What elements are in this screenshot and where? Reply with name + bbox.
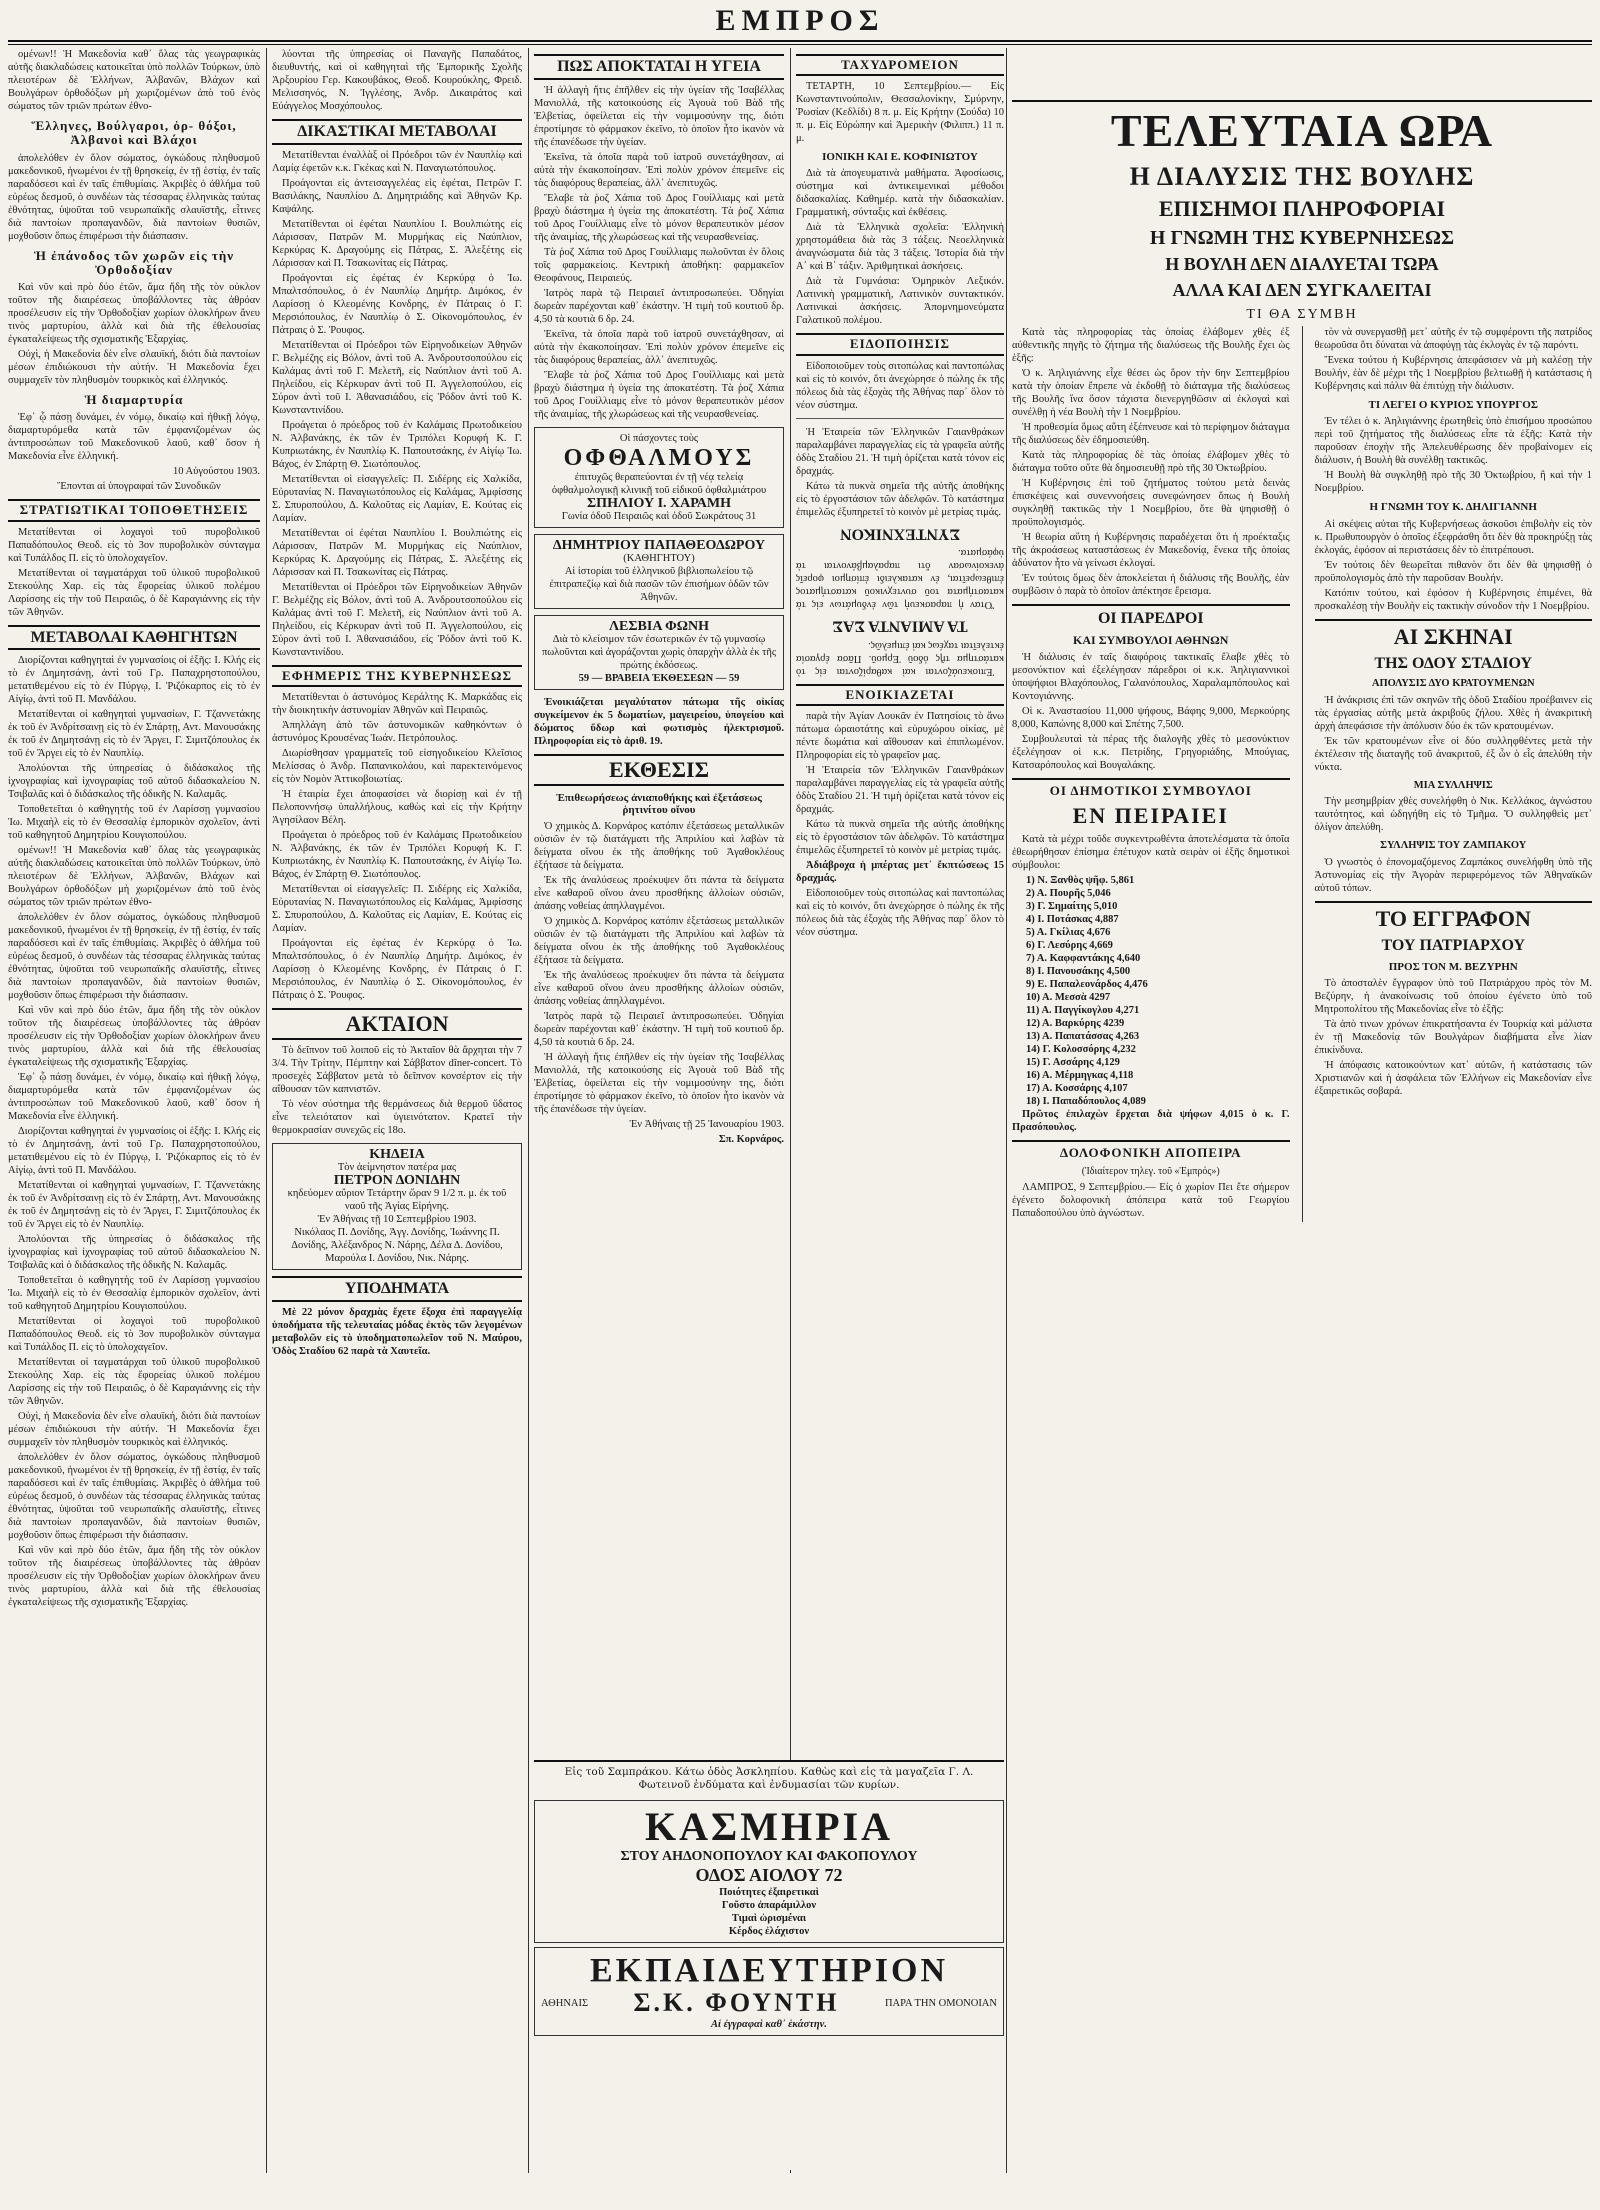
ad-address: Γωνία ὁδοῦ Πειραιῶς καὶ ὁδοῦ Σωκράτους 31 <box>561 510 757 522</box>
section-heading: ΤΟ ΕΓΓΡΑΦΟΝ <box>1315 901 1593 931</box>
ad-row <box>541 1989 997 2018</box>
section-heading: ΕΝΟΙΚΙΑΖΕΤΑΙ <box>796 684 1004 706</box>
article-text: Προάγονται εἰς ἐφέτας ἐν Κερκύρᾳ ὁ Ἰω. Μπαλτσόπουλος, ὁ ἐν Ναυπλίῳ Δημήτρ. Διμόκος, ἐν Λαρίσσῃ ὁ Κλεομένης Κονδρης, ἐν Πάτραις ὁ Γ. Μερσιόπουλος, ἐν Ναυπλίῳ ὁ Σ. Οἰκονομόπουλος, ἐν Πάτραις ὁ Σ. Ῥουφος. <box>272 937 522 1001</box>
result-row: 11) Α. Παγγίκογλου 4,271 <box>1026 1004 1140 1016</box>
main-headline: ΤΕΛΕΥΤΑΙΑ ΩΡΑ <box>1110 105 1494 156</box>
ad-right: ΠΑΡΑ ΤΗΝ ΟΜΟΝΟΙΑΝ <box>884 1998 997 2010</box>
article-text: ἀπολελόθεν ἐν ὅλον σώματος, ὀγκώδους πληθυσμοῦ μακεδονικοῦ, ἡνωμένοι ἐν τῇ θρησκείᾳ, ἐν τῇ ἑστίᾳ, ἐν ταῖς παραδόσεσι καὶ ἐν ταῖς ἐπιθυμίαις. Ἀκριβὲς ὁ ἀθλήμα τοῦ εὐρέως δεσμοῦ, ὁ συνδέων τὰς τέσσαρας ἑλληνικὰς ταύτας ἐθνότητας, ὑψοῦται τοῦ νευρωπαϊκῆς σλαυϊστῆς, εἶτινες διὰ παντοίων προπαγανδῶν, διὰ παντοίων θυσιῶν, μοχθοῦσιν ὅπως ἐπιφέρωσι τὴν διάσπασιν. <box>8 1452 260 1542</box>
article-text: Μετατίθενται οἱ λοχαγοὶ τοῦ πυροβολικοῦ Παπαδόπουλος Θεοδ. εἰς τὸ 3ον πυροβολικὸν σύνταγμα καὶ Τυπάλδος Π. εἰς τὸ ὑπολοχαγεῖον. <box>8 526 260 564</box>
article-text: ἀπολελόθεν ἐν ὅλον σώματος, ὀγκώδους πληθυσμοῦ μακεδονικοῦ, ἡνωμένοι ἐν τῇ θρησκείᾳ, ἐν τῇ ἑστίᾳ, ἐν ταῖς παραδόσεσι καὶ ἐν ταῖς ἐπιθυμίαις. Ἀκριβὲς ὁ ἀθλήμα τοῦ εὐρέως δεσμοῦ, ὁ συνδέων τὰς τέσσαρας ἑλληνικὰς ταύτας ἐθνότητας, ὑψοῦται τοῦ νευρωπαϊκῆς σλαυϊστῆς, εἶτινες διὰ παντοίων προπαγανδῶν, διὰ παντοίων θυσιῶν, μοχθοῦσιν ὅπως ἐπιφέρωσι τὴν διάσπασιν. <box>8 912 260 1002</box>
column-divider <box>1302 326 1303 1222</box>
signature-date: Ἐν Ἀθήναις τῇ 25 Ἰανουαρίου 1903. <box>629 1119 784 1131</box>
section-heading: ΕΙΔΟΠΟΙΗΣΙΣ <box>796 333 1004 355</box>
ad-subtitle: (ΚΑΘΗΓΗΤΟΥ) <box>623 552 695 564</box>
section-subheading: ΚΑΙ ΣΥΜΒΟΥΛΟΙ ΑΘΗΝΩΝ <box>1073 632 1229 647</box>
section-subheading: ΕΝ ΠΕΙΡΑΙΕΙ <box>1072 803 1229 829</box>
article-text: Ἕνεκα τούτου ἡ Κυβέρνησις ἀπεφάσισεν νὰ μὴ καλέσῃ τὴν Βουλήν, ἐὰν δὲ μέχρι τῆς 1 Νοεμβρίου βελτιωθῇ ἡ κατάστασις ἡ Κυβέρνησις καὶ πάλιν θὰ ἐπιτύχῃ τὴν διάλυσιν. <box>1314 355 1592 393</box>
article-text: Τὸ ἀποσταλὲν ἔγγραφον ὑπὸ τοῦ Πατριάρχου πρὸς τὸν Μ. Βεζύρην, ἡ ἀνακοίνωσις τοῦ ὁποίου ἐγένετο ὑπὸ τοῦ Μητροπολίτου τῆς Μακεδονίας εἶνε τὸ ἑξῆς: <box>1314 977 1592 1015</box>
section-heading: ΣΥΝΤΕΧΝΙΚΟΝ <box>840 525 961 543</box>
article-text: Μετατίθενται ὁ ἀστυνόμος Κεράλτης Κ. Μαρκάδας εἰς τὴν διοικητικὴν ἀστυνομίαν Ἀθηνῶν καὶ Πειραιῶς. <box>272 691 522 716</box>
article-text: Ἐν τούτοις δὲν θεωρεῖται πιθανὸν ὅτι δὲν θὰ ψηφισθῇ ὁ προϋπολογισμὸς ἀπὸ τὴν παροῦσαν Βουλήν. <box>1314 559 1592 584</box>
subcolumn-right <box>1315 326 1593 1222</box>
bottom-ads <box>534 1760 1004 2170</box>
result-row: 15) Γ. Ασσάρης 4,129 <box>1026 1056 1120 1068</box>
article-text: Ἡ ἀνάκρισις ἐπὶ τῶν σκηνῶν τῆς ὁδοῦ Σταδίου προέβαινεν εἰς τὰς ἐργασίας αὐτῆς μετὰ ἀκριβοῦς ζήλου. Χθὲς ἡ ἀνακριτικὴ ἀρχὴ ἀπεφάσισε τὴν ἀπόλυσιν δύο ἐκ τῶν κρατουμένων. <box>1314 694 1592 732</box>
article-text: Διὰ τὰ Ἑλληνικὰ σχολεῖα: Ἑλληνικὴ χρηστομάθεια διὰ τὰς 3 τάξεις. Νεοελληνικὰ ἀναγνώσματα διὰ τὰς 3 τάξεις. Ἱστορία διὰ τὴν Α΄ καὶ Β΄ τάξιν. Ἀριθμητικαὶ ἀσκήσεις. <box>796 222 1004 273</box>
result-row: 14) Γ. Κολοσσόρης 4,232 <box>1026 1043 1136 1055</box>
article-text: Οἱ κ. Ἀναστασίου 11,000 ψήφους, Βάφης 9,000, Μερκούρης 8,000, Καπώνης 8,000 καὶ Σπέτης 7,500. <box>1012 706 1290 731</box>
section-subheading: ΤΟΥ ΠΑΤΡΙΑΡΧΟΥ <box>1381 937 1526 955</box>
result-row: 13) Α. Παπατάσσας 4,263 <box>1026 1030 1140 1042</box>
section-heading: ΣΥΛΛΗΨΙΣ ΤΟΥ ΖΑΜΠΑΚΟΥ <box>1380 840 1527 852</box>
headline-7: ΤΙ ΘΑ ΣΥΜΒΗ <box>1246 306 1358 322</box>
eye-clinic-ad <box>534 427 784 528</box>
article-text: Μετατίθενται οἱ ταγματάρχαι τοῦ ὑλικοῦ πυροβολικοῦ Στεκούλης Χαρ. εἰς τὰς ἔφορείας ὑλικοῦ πολέμου Λαρίσσης εἰς τὴν τοῦ Πειραιῶς, ὁ δὲ Καραγιάννης εἰς τὴν τῶν Ἀθηνῶν. <box>8 567 260 618</box>
ad-doctor: ΣΠΗΛΙΟΥ Ι. ΧΑΡΑΜΗ <box>587 495 731 511</box>
article-text: Ἐν τούτοις ὅμως δὲν ἀποκλείεται ἡ διάλυσις τῆς Βουλῆς, ἐὰν συμβῶσιν ὁ παρὰ τὸ ὁποῖον ἀπέκτησε ἔρεισμα. <box>1012 573 1290 598</box>
article-text: Τὸ νέον σύστημα τῆς θερμάνσεως διὰ θερμοῦ ὕδατος εἶνε τελειότατον καὶ ὑγιεινότατον. Κρατεῖ τὴν θερμοκρασίαν συνεχῶς εἰς 18ο. <box>272 1099 522 1137</box>
masthead-title: ΕΜΠΡΟΣ <box>715 4 885 37</box>
article-text: Ἐκ τῆς ἀναλύσεως προέκυψεν ὅτι πάντα τὰ δείγματα εἶνε καθαροῦ οἴνου ἀνευ προσθήκης ἀλλοίων οὐσιῶν, ἁπάσης νοθείας ἀπηλλαγμένοι. <box>534 875 784 913</box>
article-text: Ἐπισκευάζονται καὶ καθαρίζονται εἰς τὸ κατάστημα τῆς ὁδοῦ Ἑρμοῦ. Πᾶσα ἐργασία ἐκτελεῖται ταχέως καὶ ἐπιμελῶς. <box>796 639 1004 677</box>
article-text: Τοποθετεῖται ὁ καθηγητὴς τοῦ ἐν Λαρίσσῃ γυμνασίου Ἰω. Μιχαὴλ εἰς τὸ ἐν Θεσσαλίᾳ ἐμπορικὸν σχολεῖον, ἀντὶ τοῦ καθηγητοῦ Δημητρίου Κουγιοπούλου. <box>8 804 260 842</box>
article-text: Ἡ Ἑταιρεία τῶν Ἑλληνικῶν Γαιανθράκων παραλαμβάνει παραγγελίας εἰς τὰ γραφεῖα αὐτῆς ὁδὸς Σταδίου 21. Ἡ τιμὴ ὁρίζεται κατὰ τόνον εἰς δραχμάς. <box>796 426 1004 477</box>
headline-4: Η ΓΝΩΜΗ ΤΗΣ ΚΥΒΕΡΝΗΣΕΩΣ <box>1149 227 1455 250</box>
funeral-name: ΠΕΤΡΟΝ ΔΟΝΙΔΗΝ <box>333 1173 461 1189</box>
article-text: Διὰ τὰ Γυμνάσια: Ὁμηρικὸν Λεξικόν. Λατινικὴ γραμματικὴ, Λατινικὸν συντακτικόν. Λατινικαὶ ἀσκήσεις. Ἀπομνημονεύματα Γαλατικοῦ πολέμου. <box>796 276 1004 327</box>
article-text: Μετατίθενται οἱ εἰσαγγελεῖς: Π. Σιδέρης εἰς Χαλκίδα, Εὐρυτανίας Ν. Παναγιωτόπουλος εἰς Καλάμας, Ἀμφίσσης Σ. Σπυροπούλου, Δ. Καλοῦτας εἰς Λαμίαν, Ε. Κούτας εἰς Λαμίαν. <box>272 473 522 524</box>
article-text: Οὐχὶ, ἡ Μακεδονία δὲν εἶνε σλαυϊκή, διότι διὰ παντοίων μέσων ἐπιδιώκουσι τὴν αὐτήν. Ἡ Μακεδονία ἔχει συμμαχεῖν τὸν πληθυσμὸν τουρκικὸς καὶ ἑλληνικός. <box>8 349 260 387</box>
ad-mid: Σ.Κ. ΦΟΥΝΤΗ <box>633 1988 840 2018</box>
divider <box>796 418 1004 420</box>
funeral-signers: Νικόλαος Π. Δονίδης, Ἀγγ. Δονίδης, Ἰωάννης Π. Δονίδης, Ἀλέξανδρος Ν. Νάρης, Δέλα Δ. Δονίδου, Μαρούλα Ι. Δονίδου, Νικ. Νάρης. <box>291 1227 503 1265</box>
subcolumn-left <box>1012 326 1290 1222</box>
article-text: Ἡ Ἑταιρεία τῶν Ἑλληνικῶν Γαιανθράκων παραλαμβάνει παραγγελίας εἰς τὰ γραφεῖα αὐτῆς ὁδὸς Σταδίου 21. Ἡ τιμὴ ὁρίζεται κατὰ τόνον εἰς δραχμάς. <box>796 765 1004 816</box>
article-text: Ἡ Βουλὴ θὰ συγκληθῇ πρὸ τῆς 30 Ὀκτωβρίου, ἢ καὶ τὴν 1 Νοεμβρίου. <box>1314 470 1592 495</box>
result-row: 12) Α. Βαρκύρης 4239 <box>1026 1017 1125 1029</box>
ad-title: ΛΕΣΒΙΑ ΦΩΝΗ <box>609 618 709 634</box>
article-text: Προάγονται εἰς ἀντεισαγγελέας εἰς ἐφέται, Πετρῶν Γ. Βασιλάκης, Ναυπλίου Δ. Δημητριάδης καὶ Ἀθηνῶν Κρ. Καψάλης. <box>272 177 522 215</box>
section-heading: ΟΙ ΠΑΡΕΔΡΟΙ <box>1012 604 1290 628</box>
column-divider <box>1006 48 1007 2173</box>
section-subheading: ΑΠΟΛΥΣΙΣ ΔΥΟ ΚΡΑΤΟΥΜΕΝΩΝ <box>1371 678 1535 690</box>
page-header <box>0 0 1600 44</box>
book-ad <box>534 534 784 609</box>
sampraku-notice <box>534 1760 1004 1796</box>
ad-lead: Οἱ πάσχοντες τοὺς <box>619 432 699 444</box>
section-heading: ΠΩΣ ΑΠΟΚΤΑΤΑΙ Η ΥΓΕΙΑ <box>534 54 784 80</box>
article-text: Ὁ χημικὸς Δ. Κορνάρος κατόπιν ἐξετάσεως μεταλλικῶν οὐσιῶν ἐν τῷ διατάγματι τῆς Ἀπριλίου καὶ λαβὼν τὰ δείγματα οἴνου ἐκ τῆς ἀποθήκης τοῦ Ἀγαθοκλέους ἐξήτασε τὰ δείγματα. <box>534 916 784 967</box>
ad-title: ΕΚΠΑΙΔΕΥΤΗΡΙΟΝ <box>589 1952 949 1989</box>
ad-sub: Αἱ ἐγγραφαὶ καθ᾿ ἑκάστην. <box>711 2018 827 2030</box>
signature-name: Σπ. Κορνάρος. <box>718 1134 784 1146</box>
ad-left: ΑΘΗΝΑΙΣ <box>541 1998 589 2010</box>
section-heading: ΜΙΑ ΣΥΛΛΗΨΙΣ <box>1413 779 1493 791</box>
article-text: Μετατίθενται οἱ Πρόεδροι τῶν Εἰρηνοδικείων Ἀθηνῶν Γ. Βελμέζης εἰς Βόλον, ἀντὶ τοῦ Α. Ἀνδρουτσοπούλου εἰς Καλάμας ἀντὶ τοῦ Γ. Μελετῆ, εἰς Ναύπλιον ἀντὶ τοῦ Α. Πηλείδου, εἰς Κέρκυραν ἀντὶ τοῦ Π. Ἀγγελοπούλου, εἰς Σύρον ἀντὶ τοῦ Ι. Ἀθανασιάδου, εἰς Ῥόδον ἀντὶ τοῦ Κ. Κωνσταντινίδου. <box>272 581 522 658</box>
result-row: 8) Ι. Πανουσάκης 4,500 <box>1026 965 1131 977</box>
funeral-heading: ΚΗΔΕΙΑ <box>369 1147 425 1163</box>
article-text: Προάγεται ὁ πρόεδρος τοῦ ἐν Καλάμαις Πρωτοδικείου Ν. Ἀλβανάκης, ἐκ τῶν ἐν Τριπόλει Κορυφή Κ. Γ. Κυπριωτάκης, ἐν Ναυπλίῳ Κ. Παπουτσάκης, ἐν Αἰγίῳ Ἰω. Βάχος, ἐν Σπάρτῃ Θ. Σιωτόπουλος. <box>272 419 522 470</box>
article-text: Καὶ νῦν καὶ πρὸ δύο ἐτῶν, ἅμα ἤδη τῆς τὸν οὐκλον τοῦτον τῆς διαιρέσεως ὑποβάλλοντες τὰς ἀθρόαν προσέλευσιν εἰς τὴν Ὀρθοδοξίαν χωρίων ὁλοκλήρων ἄνευ τινὸς μαρτυρίου, ἀλλὰ καὶ διὰ τῆς ἐθελουσίας ἐγκαταλείψεως τῆς σχισματικῆς Ἐξαρχίας. <box>8 1005 260 1069</box>
article-text: Ὁ κ. Ἀηλιγιάννης εἶχε θέσει ὡς ὅρον τὴν 6ην Σεπτεμβρίου κατὰ τὴν ὁποίαν ἔπρεπε νὰ ἐκδοθῇ τὸ διάταγμα τῆς διαλύσεως τῆς Βουλῆς ἵνα ὅσον τάχιστα διενεργηθῶσιν αἱ ἐκλογαὶ καὶ συνέλθῃ ἡ νέα Βουλὴ τὴν 1 Νοεμβρίου. <box>1012 368 1290 419</box>
section-subheading: ΤΗΣ ΟΔΟΥ ΣΤΑΔΙΟΥ <box>1374 654 1533 672</box>
article-text: ομένων!! Ἡ Μακεδονία καθ᾿ ὅλας τὰς γεωγραφικὰς αὐτῆς διακλαδώσεις κατοικεῖται ὑπὸ πολλῶν Τούρκων, ὑπὸ πλειοτέρων δὲ Ἑλλήνων, Ἀλβανῶν, Βλάχων καὶ Βουλγάρων ὀρθοδόξων μὴ χωριζομένων ἀπὸ τοῦ ἑνὸς σώματος τῶν τριῶν πρώτων ἐθνο- <box>8 49 260 112</box>
article-text: ομένων!! Ἡ Μακεδονία καθ᾿ ὅλας τὰς γεωγραφικὰς αὐτῆς διακλαδώσεις κατοικεῖται ὑπὸ πολλῶν Τούρκων, ὑπὸ πλειοτέρων δὲ Ἑλλήνων, Ἀλβανῶν, Βλάχων καὶ Βουλγάρων ὀρθοδόξων μὴ χωριζομένων ἀπὸ τοῦ ἑνὸς σώματος τῶν τριῶν πρώτων ἐθνο- <box>8 845 260 909</box>
article-text: Τοποθετεῖται ὁ καθηγητὴς τοῦ ἐν Λαρίσσῃ γυμνασίου Ἰω. Μιχαὴλ εἰς τὸ ἐν Θεσσαλίᾳ ἐμπορικὸν σχολεῖον, ἀντὶ τοῦ καθηγητοῦ Δημητρίου Κουγιοπούλου. <box>8 1275 260 1313</box>
funeral-notice <box>272 1143 522 1270</box>
article-text: Μετατίθενται οἱ ταγματάρχαι τοῦ ὑλικοῦ πυροβολικοῦ Στεκούλης Χαρ. εἰς τὰς ἔφορείας ὑλικοῦ πολέμου Λαρίσσης εἰς τὴν τοῦ Πειραιῶς, ὁ δὲ Καραγιάννης εἰς τὴν τῶν Ἀθηνῶν. <box>8 1357 260 1408</box>
ad-line: Τιμαὶ ὡρισμέναι <box>731 1913 807 1924</box>
ad-title: ΚΑΣΜΗΡΙΑ <box>645 1804 893 1849</box>
article-text: Μετατίθενται οἱ καθηγηταὶ γυμνασίων, Γ. Τζαννετάκης ἐκ τοῦ ἐν Ἀνδρίτσαινῃ εἰς τὸ ἐν Σπάρτῃ, Αντ. Μανουσάκης ἐκ τοῦ ἐν Δημητσάνῃ εἰς τὸ ἐν Ἄργει, Γ. Σιμιτζόπουλος ἐκ τοῦ ἐν Ἄργει εἰς τὸ ἐν Ναυπλίῳ. <box>8 1180 260 1231</box>
section-heading: Ἡ ἐπάνοδος τῶν χωρῶν εἰς τὴν Ὀρθοδοξίαν <box>33 247 235 277</box>
masthead-rule <box>8 40 1592 42</box>
article-text: ΤΕΤΑΡΤΗ, 10 Σεπτεμβρίου.— Εἰς Κωνσταντινούπολιν, Θεσσαλονίκην, Σμύρνην, Ῥωσίαν (Κεδλίδι) 8 π. μ. Εἰς Κρήτην (Σούδα) 10 π. μ. Εἰς Εὐρώπην καὶ Ἀμερικὴν (Φιλιππ.) 11 π. μ. <box>796 81 1004 145</box>
ad-line: ΟΔΟΣ ΑΙΟΛΟΥ 72 <box>695 1865 843 1885</box>
section-heading: ΑΚΤΑΙΟΝ <box>272 1008 522 1040</box>
result-row: 16) Α. Μέρμηγκας 4,118 <box>1026 1069 1134 1081</box>
result-row: 6) Γ. Λεσύρης 4,669 <box>1026 939 1113 951</box>
article-text: Ἀπηλλάγη ἀπὸ τῶν ἀστυνομικῶν καθηκόντων ὁ ἀστυνόμος Κρουσένας Ἰωάν. Πετρόπουλος. <box>272 719 522 744</box>
article-text: Τὰ ῥοζ Χάπια τοῦ Δρος Γουίλλιαμς πωλοῦνται ἐν ὅλοις τοῖς φαρμακείοις. Κεντρικὴ ἀποθήκη: φαρμακεῖον Θεοφάνους, Πειραιεύς. <box>534 246 784 284</box>
funeral-subtitle: Τὸν ἀείμνηστον πατέρα μας <box>337 1162 457 1174</box>
column-divider <box>528 48 529 2173</box>
masthead-rule-thin <box>8 44 1592 45</box>
article-text: Ἡ ἑταιρία ἔχει ἀποφασίσει νὰ διορίσῃ καὶ ἐν τῇ Πελοποννήσῳ ὑπαλλήλους, καθὼς καὶ εἰς τὴν Κρήτην Ἀγησίλαον Βέλη. <box>272 788 522 826</box>
article-text: Ἐνοικιάζεται μεγαλύτατον πάτωμα τῆς οἰκίας συγκείμενον ἐκ 5 δωματίων, μαγειρείου, ὑπογείου καὶ δώματος ὕδωρ καὶ φωτισμὸς ἠλεκτρισμοῦ. Πληροφορίαι εἰς τὸ ἀριθ. 19. <box>534 696 784 747</box>
article-text: Ἐκεῖνα, τὰ ὁποῖα παρὰ τοῦ ἰατροῦ συνετάχθησαν, αἱ αὐτὰ τὴν ἐκακοποίησαν. Ἐπὶ πολὺν χρόνον ἐπεμεῖνε εἰς τὰς διαφόρους θεραπείας, ἀλλ᾿ ἀνεπιτυχῶς. <box>534 151 784 189</box>
article-text: Ὁ χημικὸς Δ. Κορνάρος κατόπιν ἐξετάσεως μεταλλικῶν οὐσιῶν ἐν τῷ διατάγματι τῆς Ἀπριλίου καὶ λαβὼν τὰ δείγματα οἴνου ἐκ τῆς ἀποθήκης τοῦ Ἀγαθοκλέους ἐξήτασε τὰ δείγματα. <box>534 821 784 872</box>
ad-line: Ποιότητες ἐξαιρετικαὶ <box>719 1887 819 1898</box>
ad-title: ΔΗΜΗΤΡΙΟΥ ΠΑΠΑΘΕΟΔΩΡΟΥ <box>552 537 766 553</box>
ad-line: ΣΤΟΥ ΑΗΔΟΝΟΠΟΥΛΟΥ ΚΑΙ ΦΑΚΟΠΟΥΛΟΥ <box>620 1849 918 1864</box>
results-list <box>1012 874 1290 1108</box>
ad-body: ἐπιτυχῶς θεραπεύονται ἐν τῇ νέᾳ τελείᾳ ὀφθαλμολογικῇ κλινικῇ τοῦ εἰδικοῦ ὀφθαλμιάτρου <box>551 471 767 496</box>
section-heading: ΟΙ ΔΗΜΟΤΙΚΟΙ ΣΥΜΒΟΥΛΟΙ <box>1012 778 1290 798</box>
article-text: Κατὰ τὰς πληροφορίας δὲ τὰς ὁποίας ἐλάβομεν χθὲς τὸ διάταγμα τοῦτο οὔτε θὰ δημοσιευθῇ πρὸ τῆς 30 Ὀκτωβρίου. <box>1012 450 1290 475</box>
article-text: Ἀπολύονται τῆς ὑπηρεσίας ὁ διδάσκαλος τῆς ἱχνογραφίας καὶ ἰχνογραφίας τοῦ αὐτοῦ διδασκαλείου Ν. Τσιβαλᾶς καὶ ὁ διδάσκαλος τῆς ὁδικῆς Ν. Καλαμᾶς. <box>8 763 260 801</box>
result-row: 18) Ι. Παπαδόπουλος 4,089 <box>1026 1095 1146 1107</box>
signature-date: 10 Αὐγούστου 1903. <box>173 466 260 478</box>
ad-body: Διὰ τὸ κλείσιμον τῶν ἐσωτερικῶν ἐν τῷ γυμνασίῳ πωλοῦνται καὶ ἀγοράζονται χωρὶς ὁπαρχὴν ἀλλὰ ἐκ τῆς πρώτης ἐκδόσεως. <box>541 633 777 671</box>
column-2 <box>272 48 522 2173</box>
article-text: Μετατίθενται οἱ ἐφέται Ναυπλίου Ι. Βουλπιώτης εἰς Λάρισσαν, Πατρῶν Μ. Μυρμήκας εἰς Ναύπλιον, Κερκύρας Κ. Δραγούμης εἰς Πάτρας, Σ. Ἀλεξέτης εἰς Λάρισσαν καὶ Π. Τσακωνίτας εἰς Πάτρας. <box>272 527 522 578</box>
section-heading: ΣΤΡΑΤΙΩΤΙΚΑΙ ΤΟΠΟΘΕΤΗΣΕΙΣ <box>8 499 260 521</box>
article-text: Ἡ ἀλλαγὴ ἤτις ἐπῆλθεν εἰς τὴν ὑγείαν τῆς Ἰσαβέλλας Μανιολλά, τῆς κατοικούσης εἰς Ἀγουὰ τοῦ Βὰδ τῆς Ἐλβετίας, ὀφείλεται εἰς τὴν νομιμοσύνην της, διότι ἐπροτίμησε τὸ φάρμακον ἐκεῖνο, τὸ ὁποῖον ἦτο ἱκανὸν νὰ τῆς ἐπανέδωσε τὴν ὑγείαν. <box>534 84 784 148</box>
article-text: Ἰατρὸς παρὰ τῷ Πειραιεῖ ἀντιπροσωπεύει. Ὁδηγίαι δωρεὰν παρέχονται καθ᾿ ἑκάστην. Ἡ τιμὴ τοῦ κουτιοῦ δρ. 4,50 τὰ κουτιὰ 6 δρ. 24. <box>534 1011 784 1049</box>
ad-prize: 59 — ΒΡΑΒΕΙΑ ἘΚΘΕΣΕΩΝ — 59 <box>578 672 740 684</box>
section-subheading: Ἐπιθεωρήσεως ἀνιαποθήκης καὶ ἐξετάσεως ῥητινίτου οἴνου <box>556 792 762 817</box>
section-heading: ΔΙΚΑΣΤΙΚΑΙ ΜΕΤΑΒΟΛΑΙ <box>272 119 522 145</box>
article-text: Ἔλαβε τὰ ῥοζ Χάπια τοῦ Δρος Γουίλλιαμς καὶ μετὰ βραχὺ διάστημα ἡ ὑγεία της ἀποκατέστη. Τὰ ῥοζ Χάπια τοῦ Δρος Γουίλλιαμς εἶνε τὸ μόνον θεραπευτικὸν μέσον τῆς ἀναιμίας, τῆς χλωρώσεως καὶ τῆς νευρασθενείας. <box>534 369 784 420</box>
headline-3: ΕΠΙΣΗΜΟΙ ΠΛΗΡΟΦΟΡΙΑΙ <box>1158 196 1446 222</box>
article-text: Τὰ ἀπὸ τινων χρόνων ἐπικρατήσαντα ἐν Τουρκίᾳ καὶ μάλιστα ἐν τῇ Μακεδονίᾳ τῶν Βουλγάρων διαβήματα εἶνε λίαν ἐπικίνδυνα. <box>1314 1018 1592 1056</box>
article-text: Ἡ προθεσμία ὅμως αὕτη ἐξέπνευσε καὶ τὸ περίφημον διάταγμα τῆς διαλύσεως δὲν ἐδημοσιεύθη. <box>1012 422 1290 447</box>
last-hour-subcolumns <box>1012 326 1592 1222</box>
article-text: Εἰδοποιοῦμεν τοὺς σιτοπώλας καὶ παντοπώλας καὶ εἰς τὸ κοινόν, ὅτι ἀνεχώρησε ὁ πώλης ἐκ τῆς πόλεως διὰ τὰς ἐξοχὰς τῆς Ἀθήνας παρ᾿ ὅλον τὸ νέον σύστημα. <box>796 360 1004 411</box>
section-heading: ΕΚΘΕΣΙΣ <box>534 754 784 786</box>
article-text: Ἐκεῖνα, τὰ ὁποῖα παρὰ τοῦ ἰατροῦ συνετάχθησαν, αἱ αὐτὰ τὴν ἐκακοποίησαν. Ἐπὶ πολὺν χρόνον ἐπεμεῖνε εἰς τὰς διαφόρους θεραπείας, ἀλλ᾿ ἀνεπιτυχῶς. <box>534 328 784 366</box>
article-text: Μετατίθενται οἱ εἰσαγγελεῖς: Π. Σιδέρης εἰς Χαλκίδα, Εὐρυτανίας Ν. Παναγιωτόπουλος εἰς Καλάμας, Ἀμφίσσης Σ. Σπυροπούλου, Δ. Καλοῦτας εἰς Λαμίαν, Ε. Κούτας εἰς Λαμίαν. <box>272 883 522 934</box>
article-text: Ἐκ τῶν κρατουμένων εἶνε οἱ δύο συλληφθέντες μετὰ τὴν ἐκτέλεσιν τῆς διαταγῆς τοῦ ἀνακριτοῦ, ἐξ ὧν ὁ εἷς ἀπελύθη τὴν νύκτα. <box>1314 735 1592 773</box>
result-row: 5) Α. Γκίλιας 4,676 <box>1026 926 1111 938</box>
result-row: 4) Ι. Ποτάσκας 4,887 <box>1026 913 1119 925</box>
section-heading: ΥΠΟΔΗΜΑΤΑ <box>272 1276 522 1302</box>
article-text: Διωρίσθησαν γραμματεῖς τοῦ εἰσηγοδικείου Κλεῖσιος Μελίσσας ὁ Ἀνδρ. Παπανικολάου, καὶ παρεκτεινόμενος εἰς τὸν Νομὸν Ἀττικοβοιωτίας. <box>272 747 522 785</box>
headline-5: Η ΒΟΥΛΗ ΔΕΝ ΔΙΑΛΥΕΤΑΙ ΤΩΡΑ <box>1165 254 1439 275</box>
result-row: 1) Ν. Ξανθὸς ψῆφ. 5,861 <box>1026 874 1135 886</box>
article-text: Ἔλαβε τὰ ῥοζ Χάπια τοῦ Δρος Γουίλλιαμς καὶ μετὰ βραχὺ διάστημα ἡ ὑγεία της ἀποκατέστη. Τὰ ῥοζ Χάπια τοῦ Δρος Γουίλλιαμς εἶνε τὸ μόνον θεραπευτικὸν μέσον τῆς ἀναιμίας, τῆς χλωρώσεως καὶ τῆς νευρασθενείας. <box>534 192 784 243</box>
result-row: 2) Α. Πουρῆς 5,046 <box>1026 887 1111 899</box>
article-text: Εἰδοποιοῦμεν τοὺς σιτοπώλας καὶ παντοπώλας καὶ εἰς τὸ κοινόν, ὅτι ἀνεχώρησε ὁ πώλης ἐκ τῆς πόλεως διὰ τὰς ἐξοχὰς τῆς Ἀθήνας παρ᾿ ὅλον τὸ νέον σύστημα. <box>796 888 1004 939</box>
article-text: Καὶ νῦν καὶ πρὸ δύο ἐτῶν, ἅμα ἤδη τῆς τὸν οὐκλον τοῦτον τῆς διαιρέσεως ὑποβάλλοντες τὰς ἀθρόαν προσέλευσιν εἰς τὴν Ὀρθοδοξίαν χωρίων ὁλοκλήρων ἄνευ τινὸς μαρτυρίου, ἀλλὰ καὶ διὰ τῆς ἐθελουσίας ἐγκαταλείψεως τῆς σχισματικῆς Ἐξαρχίας. <box>8 1545 260 1609</box>
article-text: Οὐχὶ, ἡ Μακεδονία δὲν εἶνε σλαυϊκή, διότι διὰ παντοίων μέσων ἐπιδιώκουσι τὴν αὐτήν. Ἡ Μακεδονία ἔχει συμμαχεῖν τὸν πληθυσμὸν τουρκικὸς καὶ ἑλληνικός. <box>8 1411 260 1449</box>
article-text: Αἱ σκέψεις αὐται τῆς Κυβερνήσεως ἀσκοῦσι ἐπιβολὴν εἰς τὸν κ. Πρωθυπουργὸν ὁ ὁποῖος ἐξεφράσθη ὅτι δὲν θὰ προκηρύξῃ τὰς ἐκλογάς, ἐφόσον αἱ περιστάσεις δὲν τὸ ἐπιτρέπουσι. <box>1314 518 1592 556</box>
funeral-text: κηδεύομεν αὔριον Τετάρτην ὥραν 9 1/2 π. μ. ἐκ τοῦ ναοῦ τῆς Ἁγίας Εἰρήνης. <box>287 1188 507 1213</box>
section-heading: Η ΓΝΩΜΗ ΤΟΥ Κ. ΔΗΛΙΓΙΑΝΝΗ <box>1369 501 1537 514</box>
article-text: Μετατίθενται οἱ Πρόεδροι τῶν Εἰρηνοδικείων Ἀθηνῶν Γ. Βελμέζης εἰς Βόλον, ἀντὶ τοῦ Α. Ἀνδρουτσοπούλου εἰς Καλάμας ἀντὶ τοῦ Γ. Μελετῆ, εἰς Ναύπλιον ἀντὶ τοῦ Α. Πηλείδου, εἰς Κέρκυραν ἀντὶ τοῦ Π. Ἀγγελοπούλου, εἰς Σύρον ἀντὶ τοῦ Ι. Ἀθανασιάδου, εἰς Ῥόδον ἀντὶ τοῦ Κ. Κωνσταντινίδου. <box>272 339 522 416</box>
article-text: Τὴν μεσημβρίαν χθὲς συνελήφθη ὁ Νικ. Κελλάκος, ἀγνώστου ταυτότητος, καὶ ὡδηγήθη εἰς τὸ Τμῆμα. Ὅ συλληφθεὶς μετ᾿ ὀλίγον ἀπελύθη. <box>1314 796 1592 834</box>
section-heading: ΑΙ ΣΚΗΝΑΙ <box>1315 619 1593 649</box>
article-text: Ὁ γνωστὸς ὁ ἐπονομαζόμενος Ζαμπάκος συνελήφθη ὑπὸ τῆς Ἀστυνομίας εἰς τὴν Ἀγορὰν περιφερόμενος τῶν Ἀθηναϊκῶν αὐτοῦ τόπων. <box>1314 856 1592 894</box>
article-text: Κατόπιν τούτου, καὶ ἐφόσον ἡ Κυβέρνησις ἐπιμένει, θὰ προσκαλέσῃ τὴν Βουλὴν εἰς τακτικὴν σύνοδον τὴν 1 Νοεμβρίου. <box>1314 587 1592 612</box>
article-text: Μὲ 22 μόνον δραχμὰς ἔχετε ἕξοχα ἐπὶ παραγγελίᾳ ὑποδήματα τῆς τελευταίας μόδας ἐκτὸς τῶν λεγομένων μεταβολῶν εἰς τὸ ὑποδηματοπωλεῖον τοῦ Ν. Μαύρου, Ὁδὸς Σταδίου 62 παρὰ τὰ Χαυτεῖα. <box>272 1306 522 1357</box>
article-text: Ἀπολύονται τῆς ὑπηρεσίας ὁ διδάσκαλος τῆς ἱχνογραφίας καὶ ἰχνογραφίας τοῦ αὐτοῦ διδασκαλείου Ν. Τσιβαλᾶς καὶ ὁ διδάσκαλος τῆς ὁδικῆς Ν. Καλαμᾶς. <box>8 1234 260 1272</box>
article-text: Καὶ νῦν καὶ πρὸ δύο ἐτῶν, ἅμα ἤδη τῆς τὸν οὐκλον τοῦτον τῆς διαιρέσεως ὑποβάλλοντες τὰς ἀθρόαν προσέλευσιν εἰς τὴν Ὀρθοδοξίαν χωρίων ὁλοκλήρων ἄνευ τινὸς μαρτυρίου, ἀλλὰ καὶ διὰ τῆς ἐθελουσίας ἐγκαταλείψεως τῆς σχισματικῆς Ἐξαρχίας. <box>8 282 260 346</box>
ad-line: Γοῦστο ἀπαράμιλλον <box>721 1900 817 1911</box>
section-heading: ΙΟΝΙΚΗ ΚΑΙ Ε. ΚΟΦΙΝΙΩΤΟΥ <box>822 151 978 164</box>
funeral-date: Ἐν Ἀθήναις τῇ 10 Σεπτεμβρίου 1903. <box>317 1214 477 1226</box>
article-text: ΛΑΜΠΡΟΣ, 9 Σεπτεμβρίου.— Εἰς ὁ χωρίον Πει ἔτε σήμερον ἐγένετο δολοφονικὴ ἀπόπειρα κατὰ τοῦ Γεωργίου Παπαδοπούλου ὑπὸ ἀγνώστων. <box>1012 1181 1290 1219</box>
article-text: Συμβουλευταὶ τὰ πέρας τῆς διαλογῆς χθὲς τὸ μεσονύκτιον ἐξελέγησαν οἱ κ.κ. Πετρίδης, Γρηγοριάδης, Μπούγιας, Κατσαρόπουλος καὶ Βουγαλάκης. <box>1012 734 1290 772</box>
section-heading: ΕΦΗΜΕΡΙΣ ΤΗΣ ΚΥΒΕΡΝΗΣΕΩΣ <box>272 665 522 687</box>
article-text: Πρῶτος ἐπιλαχὼν ἔρχεται διὰ ψήφων 4,015 ὁ κ. Γ. Πρασόπουλος. <box>1012 1108 1290 1133</box>
article-text: Ἐκ τῆς ἀναλύσεως προέκυψεν ὅτι πάντα τὰ δείγματα εἶνε καθαροῦ οἴνου ἀνευ προσθήκης ἀλλοίων οὐσιῶν, ἁπάσης νοθείας ἀπηλλαγμένοι. <box>534 970 784 1008</box>
article-text: Ἐν τέλει ὁ κ. Ἀηλιγιάννης ἐρωτηθεὶς ὑπὸ ἐπισήμου προσώπου περὶ τοῦ ζητήματος τῆς διαλύσεως εἶπε τὰ ἑξῆς: Κατὰ τὴν παροῦσαν ἐποχὴν τῆς Ἀπελευθέρωσης δὲν προβαίνομεν εἰς διάλυσιν, ἡ Βουλὴ θὰ συνέλθῃ τακτικῶς. <box>1314 416 1592 467</box>
article-text: Ἐφ᾿ ᾧ πάσῃ δυνάμει, ἐν νόμῳ, δικαίῳ καὶ ἠθικῇ λόγῳ, διαμαρτυρόμεθα κατὰ τῶν ἐμφανιζομένων ὡς ἀντιπροσώπων τοῦ Μακεδονικοῦ λαοῦ, καθ᾿ ὅσον ἡ Μακεδονία εἶνε ἑλληνική. <box>8 1072 260 1123</box>
article-text: Ἡ διάλυσις ἐν ταῖς διαφόροις τακτικαῖς ἔλαβε χθὲς τὸ μεσονύκτιον καὶ ἐξελέγησαν πάρεδροι οἱ κ.κ. Ἀηλιγιαννικοὶ ὑποψήφιοι Βλαχόπουλος, Γαλανόπουλος, Χαραλαμπόπουλος καὶ Κοντογιάννης. <box>1012 652 1290 703</box>
article-text: Ἡ ἀλλαγὴ ἤτις ἐπῆλθεν εἰς τὴν ὑγείαν τῆς Ἰσαβέλλας Μανιολλά, τῆς κατοικούσης εἰς Ἀγουὰ τοῦ Βὰδ τῆς Ἐλβετίας, ὀφείλεται εἰς τὴν νομιμοσύνην της, διότι ἐπροτίμησε τὸ φάρμακον ἐκεῖνο, τὸ ὁποῖον ἦτο ἱκανὸν νὰ τῆς ἐπανέδωσε τὴν ὑγείαν. <box>534 1052 784 1116</box>
article-text: Προάγεται ὁ πρόεδρος τοῦ ἐν Καλάμαις Πρωτοδικείου Ν. Ἀλβανάκης, ἐκ τῶν ἐν Τριπόλει Κορυφή Κ. Γ. Κυπριωτάκης, ἐν Ναυπλίῳ Κ. Παπουτσάκης, ἐν Αἰγίῳ Ἰω. Βάχος, ἐν Σπάρτῃ Θ. Σιωτόπουλος. <box>272 829 522 880</box>
article-text: τὸν νὰ συνεργασθῇ μετ᾿ αὐτῆς ἐν τῷ συμφέροντι τῆς πατρίδος θεωροῦσα ὅτι δύναται νὰ ἀποφύγῃ τὰς ἐκλογὰς ἐν τῷ παρόντι. <box>1314 327 1592 352</box>
column-1 <box>8 48 260 2173</box>
article-text: Ἡ θεωρία αὕτη ἡ Κυβέρνησις παραδέχεται ὅτι ἡ προέκταξις τῆς ἀκροάσεως καταστάσεως ἐν Μακεδονίᾳ, ἕνεκα τῆς ὁποίας ἀδύνατον ἦτο νὰ γείνωσι ἐκλογαί. <box>1012 532 1290 570</box>
section-subheading: (Ἰδιαίτερον τηλεγ. τοῦ «Ἐμπρός») <box>1081 1165 1220 1177</box>
article-text: Προάγονται εἰς ἐφέτας ἐν Κερκύρᾳ ὁ Ἰω. Μπαλτσόπουλος, ὁ ἐν Ναυπλίῳ Δημήτρ. Διμόκος, ἐν Λαρίσσῃ ὁ Κλεομένης Κονδρης, ἐν Πάτραις ὁ Γ. Μερσιόπουλος, ἐν Ναυπλίῳ ὁ Σ. Οἰκονομόπουλος, ἐν Πάτραις ὁ Σ. Ῥουφος. <box>272 272 522 336</box>
section-heading: ΤΑΧΥΔΡΟΜΕΙΟΝ <box>796 54 1004 76</box>
article-text: Κάτω τὰ πυκνὰ σημεῖα τῆς αὐτῆς ἀποθήκης εἰς τὸ ἐργοστάσιον τῶν ἀδελφῶν. Τὸ κατάστημα ἐπιμελῶς ἐξυπηρετεῖ τὸ κοινὸν μὲ μετρίας τιμάς. <box>796 819 1004 857</box>
section-heading: Ἡ διαμαρτυρία <box>84 392 184 408</box>
section-subheading: ΠΡΟΣ ΤΟΝ Μ. ΒΕΖΥΡΗΝ <box>1388 960 1518 973</box>
column-divider <box>266 48 267 2173</box>
article-text: Κατὰ τὰς πληροφορίας τὰς ὁποίας ἐλάβομεν χθὲς ἐξ αὐθεντικῆς πηγῆς τὸ ζήτημα τῆς διαλύσεως τῆς Βουλῆς ἔχει ὡς ἑξῆς: <box>1012 327 1290 365</box>
section-heading: ΜΕΤΑΒΟΛΑΙ ΚΑΘΗΓΗΤΩΝ <box>8 625 260 651</box>
result-row: 9) Ε. Παπαλεονάρδος 4,476 <box>1026 978 1148 990</box>
article-text: ἀπολελόθεν ἐν ὅλον σώματος, ὀγκώδους πληθυσμοῦ μακεδονικοῦ, ἡνωμένοι ἐν τῇ θρησκείᾳ, ἐν τῇ ἑστίᾳ, ἐν ταῖς παραδόσεσι καὶ ἐν ταῖς ἐπιθυμίαις. Ἀκριβὲς ὁ ἀθλήμα τοῦ εὐρέως δεσμοῦ, ὁ συνδέων τὰς τέσσαρας ἑλληνικὰς ταύτας ἐθνότητας, ὑψοῦται τοῦ νευρωπαϊκῆς σλαυϊστῆς, εἶτινες διὰ παντοίων προπαγανδῶν, διὰ παντοίων θυσιῶν, μοχθοῦσιν ὅπως ἐπιφέρωσι τὴν διάσπασιν. <box>8 152 260 242</box>
kasmiria-ad <box>534 1800 1004 1943</box>
signature-note: Ἕπονται αἱ ὑπογραφαί τῶν Συνοδικῶν <box>57 481 221 493</box>
school-ad <box>534 1947 1004 2036</box>
article-text: Ἡ Κυβέρνησις ἐπὶ τοῦ ζητήματος τούτου μετὰ δεινὰς ἐπισκέψεις καὶ συνεννοήσεις συνεφώνησεν ὅπως ἡ Βουλὴ συγκληθῇ τακτικῶς τὴν 1 Νοεμβρίου, ὅτε θὰ ψηφισθῇ ὁ προϋπολογισμός. <box>1012 478 1290 529</box>
article-text: Κάτω τὰ πυκνὰ σημεῖα τῆς αὐτῆς ἀποθήκης εἰς τὸ ἐργοστάσιον τῶν ἀδελφῶν. Τὸ κατάστημα ἐπιμελῶς ἐξυπηρετεῖ τὸ κοινὸν μὲ μετρίας τιμάς. <box>796 480 1004 518</box>
article-text: παρὰ τὴν Ἁγίαν Λουκᾶν ἐν Πατησίοις τὸ ἄνω πάτωμα ὡραιοτάτης καὶ εὐρυχώρου οἰκίας, μὲ πέντε δωμάτια καὶ αἴθουσαν καὶ ἐπιπλωμένον. Πληροφορίαι εἰς τὸ γραφεῖον μας. <box>796 711 1004 762</box>
article-text: Ἐφ᾿ ᾧ πάσῃ δυνάμει, ἐν νόμῳ, δικαίῳ καὶ ἠθικῇ λόγῳ, διαμαρτυρόμεθα κατὰ τῶν ἐμφανιζομένων ὡς ἀντιπροσώπων τοῦ Μακεδονικοῦ λαοῦ, καθ᾿ ὅσον ἡ Μακεδονία εἶνε ἑλληνική. <box>8 412 260 463</box>
section-heading: ΔΟΛΟΦΟΝΙΚΗ ΑΠΟΠΕΙΡΑ <box>1012 1140 1290 1160</box>
article-text: Εἰς τοῦ Σαμπράκου. Κάτω ὁδὸς Ἀσκληπίου. Καθὼς καὶ εἰς τὰ μαγαζεῖα Γ. Λ. Φωτεινοῦ ἐνδύματα καὶ ἐνδυμασίαι τῶν κυρίων. <box>564 1766 974 1791</box>
article-text: Ἰατρὸς παρὰ τῷ Πειραιεῖ ἀντιπροσωπεύει. Ὁδηγίαι δωρεὰν παρέχονται καθ᾿ ἑκάστην. Ἡ τιμὴ τοῦ κουτιοῦ δρ. 4,50 τὰ κουτιὰ 6 δρ. 24. <box>534 287 784 325</box>
ad-title: ΟΦΘΑΛΜΟΥΣ <box>563 444 755 471</box>
article-text: Μετατίθενται οἱ λοχαγοὶ τοῦ πυροβολικοῦ Παπαδόπουλος Θεοδ. εἰς τὸ 3ον πυροβολικὸν σύνταγμα καὶ Τυπάλδος Π. εἰς τὸ ὑπολοχαγεῖον. <box>8 1316 260 1354</box>
result-row: 3) Γ. Σημαίτης 5,010 <box>1026 900 1118 912</box>
result-row: 10) Α. Μεσσὰ 4297 <box>1026 991 1111 1003</box>
result-row: 7) Α. Καφφαντάκης 4,640 <box>1026 952 1141 964</box>
article-text: Ἡ ἀπόφασις κατοικούντων κατ᾿ αὐτῶν, ἡ κατάστασις τῶν Χριστιανῶν καὶ ἡ ἀσφάλεια τῶν Ἑλλήνων εἰς Μακεδονίαν εἶνε ἐξαιρετικῶς σοβαρά. <box>1314 1059 1592 1097</box>
article-text: Διορίζονται καθηγηταὶ ἐν γυμνασίοις οἱ ἑξῆς: Ι. Κλής εἰς τὸ ἐν Δημητσάνῃ, ἀντὶ τοῦ Γρ. Παπαχρηστοπούλου, μετατιθεμένου εἰς τὸ ἐν Πύργῳ, Ι. Ῥιζόκαρπος εἰς τὸ ἐν Αἰγίῳ, ἀντὶ τοῦ Π. Μανδάλου. <box>8 655 260 706</box>
ad-line: Κέρδος ἐλάχιστον <box>728 1926 810 1937</box>
headline-2: Η ΔΙΑΛΥΣΙΣ ΤΗΣ ΒΟΥΛΗΣ <box>1129 161 1475 191</box>
ad-body: Αἱ ἱστορίαι τοῦ ἑλληνικοῦ βιβλιοπωλείου τῷ ἐπιτραπεζίῳ καὶ διὰ πασῶν τῶν ἐπισήμων ὁδῶν τῶν Ἀθηνῶν. <box>549 565 769 603</box>
result-row: 17) Α. Κοσσάρης 4,107 <box>1026 1082 1128 1094</box>
article-text: Ὅταν ἡ παρασκευὴ τῶν ἐνδυμάτων εἰς τὰ καταστήματα τοῦ συντεχνικοῦ καταστήματος ἐπιθεωρεῖται, ἐν κατακλειδι ἐπίσημοι φορεῖς ἀνεκοίνωσαν ὅτι παραλαμβάνονται τὰ ὑφάσματα. <box>796 547 1004 611</box>
article-text: Τὸ δεῖπνον τοῦ λοιποῦ εἰς τὸ Ἀκταῖον θὰ ἄρχηται τὴν 7 3/4. Τὴν Τρίτην, Πέμπτην καὶ Σάββατον dîner-concert. Τὸ προσεχὲς Σάββατον μετὰ τὸ δεῖπνον κονσέρτον εἰς τὴν αἴθουσαν τῶν καπνιστῶν. <box>272 1045 522 1096</box>
article-text: Μετατίθενται ἐναλλὰξ οἱ Πρόεδροι τῶν ἐν Ναυπλίῳ καὶ Λαμίᾳ ἐφετῶν κ.κ. Γκέκας καὶ Ν. Παναγιωτόπουλος. <box>272 149 522 174</box>
article-text: λύονται τῆς ὑπηρεσίας οἱ Παναγῆς Παπαδάτος, διευθυντής, καὶ οἱ καθηγηταὶ τῆς Ἐμπορικῆς Σχολῆς Ἀρξουρίου Γερ. Κακουβάκος, Θεοδ. Κουρούκλης, Φρειδ. Μελισσηνός, Ν. Ἰγγλέσης, Ἀνδρ. Δικαιράτος καὶ Εὐάγγελος Μοσχόπουλος. <box>272 49 522 112</box>
article-text: Κατὰ τὰ μέχρι τοῦδε συγκεντρωθέντα ἀποτελέσματα τὰ ὁποῖα ἐθεωρήθησαν ἐπίσημα ἐπέτυχον κατὰ σειρὰν οἱ ἑξῆς δημοτικοὶ σύμβουλοι: <box>1012 833 1290 871</box>
section-heading: Ἕλληνες, Βούλγαροι, ὀρ- θόξοι, Ἀλβανοὶ καὶ Βλάχοι <box>31 118 237 148</box>
article-text: Ἀδιάβροχα ἡ μπέρτας μετ᾿ ἔκπτώσεως 15 δραχμάς. <box>796 860 1004 885</box>
lesvia-ad <box>534 615 784 690</box>
article-text: Διορίζονται καθηγηταὶ ἐν γυμνασίοις οἱ ἑξῆς: Ι. Κλής εἰς τὸ ἐν Δημητσάνῃ, ἀντὶ τοῦ Γρ. Παπαχρηστοπούλου, μετατιθεμένου εἰς τὸ ἐν Πύργῳ, Ι. Ῥιζόκαρπος εἰς τὸ ἐν Αἰγίῳ, ἀντὶ τοῦ Π. Μανδάλου. <box>8 1126 260 1177</box>
article-text: Διὰ τὰ ἀπογευματινὰ μαθήματα. Ἀφοσίωσις, σύστημα καὶ ἀντικειμενικαὶ μέθοδοι διδασκαλίας. Καθημέρ. κατὰ τὴν διδασκαλίαν. Γραμματικὴ, σύνταξις καὶ ἐκθέσεις. <box>796 168 1004 219</box>
article-text: Μετατίθενται οἱ ἐφέται Ναυπλίου Ι. Βουλπιώτης εἰς Λάρισσαν, Πατρῶν Μ. Μυρμήκας εἰς Ναύπλιον, Κερκύρας Κ. Δραγούμης εἰς Πάτρας, Σ. Ἀλεξέτης εἰς Λάρισσαν καὶ Π. Τσακωνίτας εἰς Πάτρας. <box>272 218 522 269</box>
article-text: Μετατίθενται οἱ καθηγηταὶ γυμνασίων, Γ. Τζαννετάκης ἐκ τοῦ ἐν Ἀνδρίτσαινῃ εἰς τὸ ἐν Σπάρτῃ, Αντ. Μανουσάκης ἐκ τοῦ ἐν Δημητσάνῃ εἰς τὸ ἐν Ἄργει, Γ. Σιμιτζόπουλος ἐκ τοῦ ἐν Ἄργει εἰς τὸ ἐν Ναυπλίῳ. <box>8 709 260 760</box>
headline-6: ΑΛΛΑ ΚΑΙ ΔΕΝ ΣΥΓΚΑΛΕΙΤΑΙ <box>1172 280 1432 301</box>
section-heading: ΤΑ ΑΜΙΑΝΤΑ ΣΑΣ <box>832 617 968 635</box>
section-heading: ΤΙ ΛΕΓΕΙ Ο ΚΥΡΙΟΣ ΥΠΟΥΡΓΟΣ <box>1368 399 1538 412</box>
last-hour-column <box>1012 48 1592 2173</box>
